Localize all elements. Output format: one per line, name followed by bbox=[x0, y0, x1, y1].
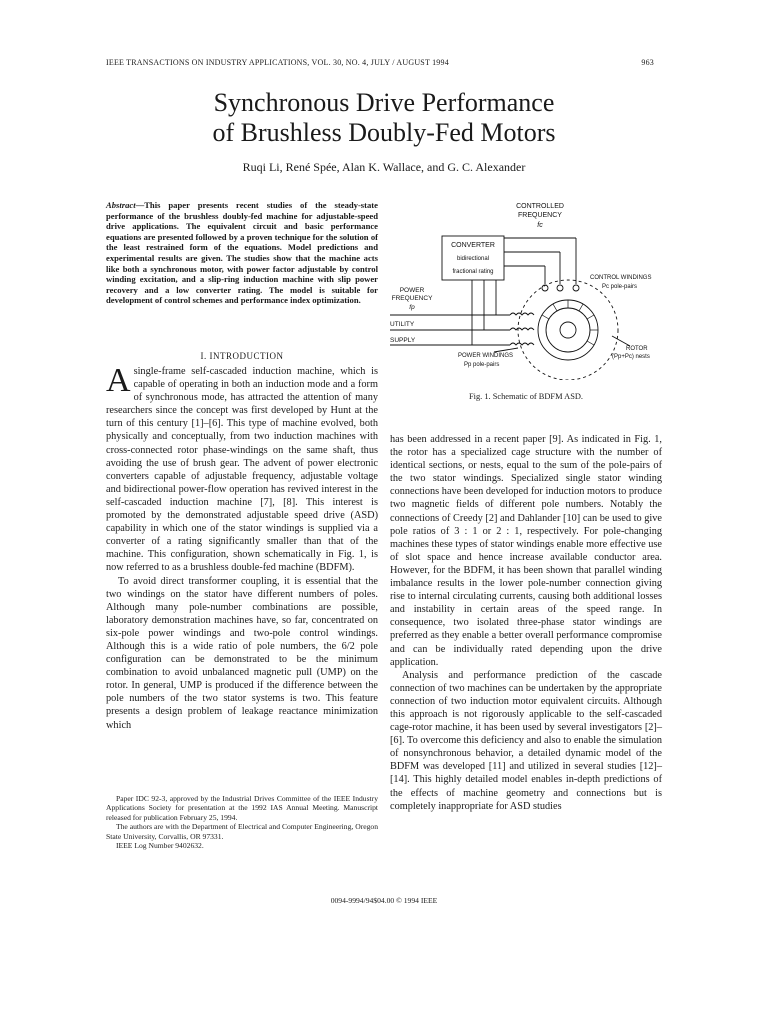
right-column bbox=[390, 433, 662, 813]
intro-paragraph-1: Asingle-frame self-cascaded induction machine, which is capable of operating in both an induction mode and a form of synchronous mode, has attracted the attention of many researchers since the concept was first developed by Hunt at the turn of this century [1]–[6]. This type of machine evolved, both physically and conceptually, from two induction machines with cross-connected rotor phase-windings on the same shaft, thus avoiding the use of brush gear. The advent of power electronic converters capable of adjustable frequency, adjustable voltage and bidirectional power-flow operation has revived interest in the self-cascaded induction machine [7], [8]. This interest is promoted by the demonstrated adjustable speed drive (ASD) capability in which one of the stator windings is supplied via a converter of a rating significantly smaller than that of the machine. This configuration, shown schematically in Fig. 1, is now referred to as a brushless double-fed machine (BDFM). bbox=[106, 362, 378, 574]
stator-outline bbox=[518, 280, 618, 380]
figure-caption: Fig. 1. Schematic of BDFM ASD. bbox=[469, 392, 583, 401]
label-supply: SUPPLY bbox=[390, 337, 416, 344]
bdfm-schematic bbox=[390, 200, 662, 380]
label-power-windings: POWER WINDINGS bbox=[458, 353, 513, 359]
label-pp-pole-pairs: Pp pole-pairs bbox=[464, 362, 500, 368]
label-fc: fc bbox=[537, 222, 543, 229]
intro-paragraph-2: To avoid direct transformer coupling, it is essential that the two windings on the stator have different numbers of poles. Although many pole-number combinations are possible, laboratory demonstration machines have, so far, concentrated on six-pole power windings and two-pole control windings. Although this is a wide ratio of pole numbers, the 6/2 pole configuration can be demonstrated to be the minimum combination to avoid unbalanced magnetic pull (UMP) on the rotor. In general, UMP is produced if the difference between the pole numbers of the two stator systems is two. This feature presents a design problem of leakage reactance minimization which bbox=[106, 575, 378, 731]
label-fractional-rating: fractional rating bbox=[452, 269, 494, 275]
title-line-2: of Brushless Doubly-Fed Motors bbox=[212, 118, 556, 147]
right-paragraph-2: Analysis and performance prediction of the cascade connection of two machines can be undertaken by the appropriate connection of two induction motor equivalent circuits. Although this approach is not rigorously applicable to the self-cascaded cage-rotor machine, it has been used by several investigators [2]–[6]. To overcome this deficiency and also to enable the simulation of nonsynchronous behavior, a detailed dynamic model of the BDFM was developed [11] and utilized in several studies [12]–[14]. This highly detailed model enables in-depth predictions of the effects of machine geometry and connections but is completely inappropriate for ASD studies bbox=[390, 669, 662, 812]
abstract-label: Abstract bbox=[106, 200, 136, 210]
footnote-affiliation: The authors are with the Department of Electrical and Computer Engineering, Oregon State University, Corvallis, OR 97331. bbox=[106, 822, 378, 841]
figure-1 bbox=[390, 200, 662, 380]
label-bidirectional: bidirectional bbox=[456, 256, 490, 262]
page-number: 963 bbox=[641, 58, 654, 67]
label-rotor: ROTOR bbox=[626, 346, 648, 352]
label-frequency-c: FREQUENCY bbox=[518, 212, 562, 219]
abstract bbox=[106, 200, 378, 306]
drop-cap: A bbox=[106, 362, 131, 399]
journal-line: IEEE TRANSACTIONS ON INDUSTRY APPLICATIONS, VOL. 30, NO. 4, JULY / AUGUST 1994 bbox=[106, 58, 449, 67]
label-fp: fp bbox=[409, 304, 415, 311]
label-converter: CONVERTER bbox=[451, 242, 495, 249]
shaft bbox=[560, 322, 576, 338]
running-header bbox=[106, 58, 654, 67]
title-line-1: Synchronous Drive Performance bbox=[213, 88, 555, 117]
label-rotor-nests: (Pp+Pc) nests bbox=[612, 354, 650, 360]
section-heading: I. INTRODUCTION bbox=[200, 351, 284, 361]
label-utility: UTILITY bbox=[390, 321, 415, 328]
footnote-paper-info: Paper IDC 92-3, approved by the Industrial Drives Committee of the IEEE Industry Applications Society for presentation at the 1992 IAS Annual Meeting. Manuscript released for publication February 25, 1994. bbox=[106, 794, 378, 822]
right-paragraph-1: has been addressed in a recent paper [9]. As indicated in Fig. 1, the rotor has a specialized cage structure with the number of identical sections, or nests, equal to the sum of the pole-pairs of the two stator windings. Specialized single stator winding connections have been developed for induction motors to produce two magnetic fields of different pole numbers. Notably the connections of Creedy [2] and Dahlander [10] can be used to give pole ratios of 3 : 1 or 2 : 1, respectively. For pole-changing machines these types of stator windings enable more effective use of slot space and hence increase available conductor area. However, for the BDFM, it has been shown that parallel winding imbalance results in the lower pole-number connection giving rise to internal circulating currents, causing both additional losses and instability in certain areas of the speed range. In consequence, two isolated three-phase stator windings are preferred as they enable a better overall performance compromise and can be individually rated depending upon the drive application. bbox=[390, 434, 662, 668]
label-control-windings: CONTROL WINDINGS bbox=[590, 275, 652, 281]
label-controlled: CONTROLLED bbox=[516, 203, 564, 210]
copyright-line: 0094-9994/94$04.00 © 1994 IEEE bbox=[330, 896, 438, 905]
rotor-outer bbox=[538, 300, 598, 360]
authors: Ruqi Li, René Spée, Alan K. Wallace, and G. C. Alexander bbox=[242, 160, 526, 174]
label-power-frequency: FREQUENCY bbox=[391, 295, 433, 302]
label-pc-pole-pairs: Pc pole-pairs bbox=[602, 284, 638, 290]
footnote bbox=[106, 794, 378, 850]
footnote-log-number: IEEE Log Number 9402632. bbox=[116, 841, 204, 851]
rotor-inner bbox=[546, 308, 590, 352]
left-column bbox=[106, 362, 378, 732]
abstract-text: —This paper presents recent studies of the steady-state performance of the brushless doubly-fed machine for adjustable-speed drive applications. The equivalent circuit and basic performance equations are presented followed by a proven technique for the solution of the least restrained form of the equations. Model predictions and experimental results are given. The studies show that the machine acts like both a synchronous motor, with power factor adjustable by control winding excitation, and a slip-ring induction machine with slip power recovery and a low converter rating. The model is suitable for development of control schemes and performance index optimization. bbox=[106, 200, 378, 306]
paper-title bbox=[0, 88, 768, 148]
label-power: POWER bbox=[399, 287, 425, 294]
